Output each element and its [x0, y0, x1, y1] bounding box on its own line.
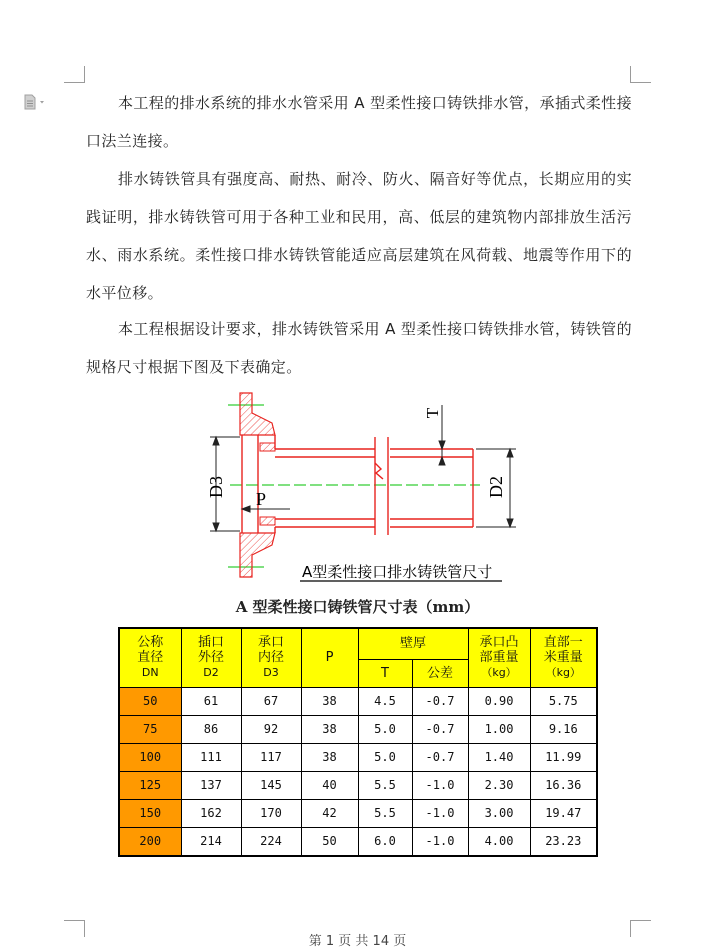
dn-cell: 50 — [119, 687, 181, 715]
table-row — [119, 743, 597, 771]
paragraph-2: 排水铸铁管具有强度高、耐热、耐冷、防火、隔音好等优点，长期应用的实践证明，排水铸铁管可用于各种工业和民用，高、低层的建筑物内部排放生活污水、雨水系统。柔性接口排水铸铁管能适应高层建筑在风荷载、地震等作用下的水平位移。 — [86, 170, 632, 302]
table-cell: 214 — [181, 827, 241, 856]
table-cell: 5.75 — [530, 687, 597, 715]
table-cell: -1.0 — [412, 799, 468, 827]
table-cell: 170 — [241, 799, 301, 827]
dn-cell: 150 — [119, 799, 181, 827]
table-cell: -0.7 — [412, 687, 468, 715]
table-row — [119, 771, 597, 799]
dn-cell: 75 — [119, 715, 181, 743]
table-cell: 3.00 — [468, 799, 530, 827]
table-cell: 1.40 — [468, 743, 530, 771]
table-cell: 5.0 — [358, 715, 412, 743]
table-cell: 9.16 — [530, 715, 597, 743]
table-cell: 4.00 — [468, 827, 530, 856]
bell-lower-section — [240, 533, 275, 577]
header-p: P — [301, 628, 358, 687]
header-dn: 公称 直径 DN — [119, 628, 181, 687]
label-d3: D3 — [206, 476, 226, 498]
table-cell: 16.36 — [530, 771, 597, 799]
dn-cell: 125 — [119, 771, 181, 799]
table-cell: 145 — [241, 771, 301, 799]
table-cell: 11.99 — [530, 743, 597, 771]
page-footer: 第 1 页 共 14 页 — [308, 934, 407, 949]
label-d2: D2 — [486, 476, 506, 498]
table-cell: -0.7 — [412, 715, 468, 743]
header-tolerance: 公差 — [412, 659, 468, 687]
table-cell: 5.0 — [358, 743, 412, 771]
table-cell: 50 — [301, 827, 358, 856]
table-cell: 4.5 — [358, 687, 412, 715]
dn-cell: 200 — [119, 827, 181, 856]
table-cell: 0.90 — [468, 687, 530, 715]
table-cell: 137 — [181, 771, 241, 799]
figure-caption: A型柔性接口排水铸铁管尺寸 — [302, 563, 493, 581]
header-pipe-weight: 直部一 米重量 （kg） — [530, 628, 597, 687]
header-wall: 壁厚 — [358, 628, 468, 659]
table-cell: 111 — [181, 743, 241, 771]
label-p: P — [256, 489, 267, 509]
table-cell: 38 — [301, 715, 358, 743]
table-row — [119, 799, 597, 827]
table-cell: 224 — [241, 827, 301, 856]
header-d3: 承口 内径 D3 — [241, 628, 301, 687]
table-cell: -0.7 — [412, 743, 468, 771]
header-d2: 插口 外径 D2 — [181, 628, 241, 687]
table-row — [119, 687, 597, 715]
table-cell: 40 — [301, 771, 358, 799]
table-cell: 61 — [181, 687, 241, 715]
table-cell: 1.00 — [468, 715, 530, 743]
table-cell: -1.0 — [412, 827, 468, 856]
table-cell: 5.5 — [358, 771, 412, 799]
table-title: A 型柔性接口铸铁管尺寸表（mm） — [235, 598, 480, 616]
table-cell: 117 — [241, 743, 301, 771]
table-cell: 42 — [301, 799, 358, 827]
spec-table — [118, 627, 598, 857]
document-icon[interactable] — [24, 94, 48, 110]
table-cell: 19.47 — [530, 799, 597, 827]
table-cell: 38 — [301, 687, 358, 715]
crop-mark-top-right — [630, 66, 651, 83]
bell-upper-section — [240, 393, 275, 435]
paragraph-1: 本工程的排水系统的排水水管采用 A 型柔性接口铸铁排水管，承插式柔性接口法兰连接。 — [86, 94, 632, 150]
table-cell: 6.0 — [358, 827, 412, 856]
header-bell-weight: 承口凸 部重量 （kg） — [468, 628, 530, 687]
table-row — [119, 827, 597, 856]
table-cell: 23.23 — [530, 827, 597, 856]
table-cell: 92 — [241, 715, 301, 743]
table-cell: 5.5 — [358, 799, 412, 827]
table-cell: 2.30 — [468, 771, 530, 799]
table-row — [119, 715, 597, 743]
crop-mark-top-left — [64, 66, 85, 83]
table-cell: 67 — [241, 687, 301, 715]
dn-cell: 100 — [119, 743, 181, 771]
pipe-drawing — [180, 385, 540, 585]
paragraph-3: 本工程根据设计要求，排水铸铁管采用 A 型柔性接口铸铁排水管，铸铁管的规格尺寸根据下图及下表确定。 — [86, 320, 632, 376]
table-cell: 86 — [181, 715, 241, 743]
label-t: T — [423, 407, 442, 419]
table-cell: 38 — [301, 743, 358, 771]
table-cell: -1.0 — [412, 771, 468, 799]
header-t: T — [358, 659, 412, 687]
table-cell: 162 — [181, 799, 241, 827]
